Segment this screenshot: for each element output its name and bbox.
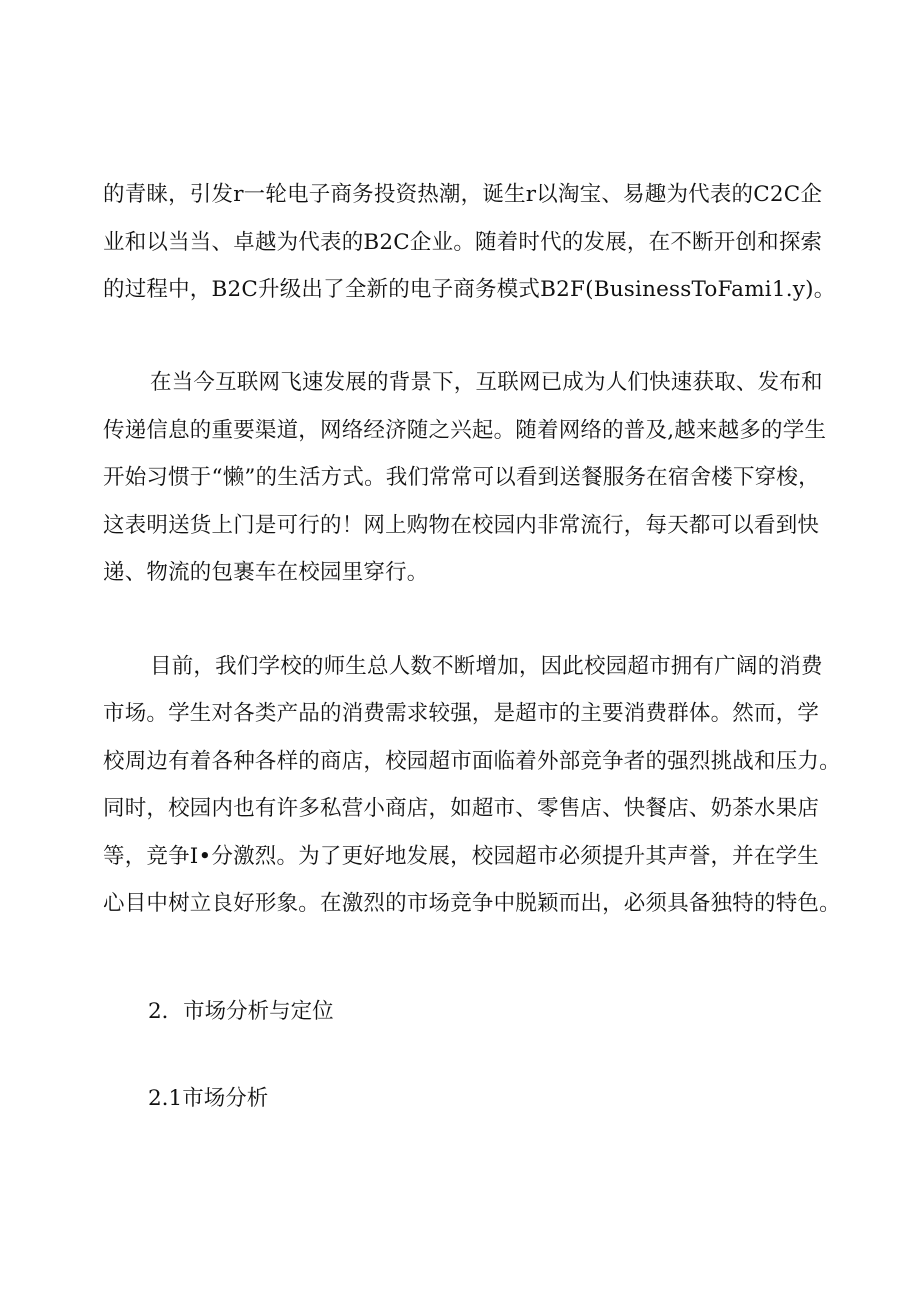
- paragraph-line: 的过程中，B2C升级出了全新的电子商务模式B2F(BusinessToFami1.y)。: [103, 277, 836, 302]
- subsection-heading: 2.1市场分析: [148, 1086, 269, 1111]
- paragraph-line: 目前，我们学校的师生总人数不断增加，因此校园超市拥有广阔的消费: [150, 654, 823, 679]
- paragraph-line: 在当今互联网飞速发展的背景下，互联网已成为人们快速获取、发布和: [150, 370, 823, 395]
- paragraph-line: 开始习惯于“懒”的生活方式。我们常常可以看到送餐服务在宿舍楼下穿梭，: [103, 465, 820, 490]
- section-heading: 2．市场分析与定位: [148, 999, 334, 1024]
- paragraph-line: 递、物流的包裹车在校园里穿行。: [103, 560, 429, 585]
- paragraph-line: 市场。学生对各类产品的消费需求较强，是超市的主要消费群体。然而，学: [103, 701, 820, 726]
- paragraph-line: 等，竞争I•分激烈。为了更好地发展，校园超市必须提升其声誉，并在学生: [103, 844, 819, 869]
- paragraph-line: 心目中树立良好形象。在激烈的市场竞争中脱颖而出，必须具备独特的特色。: [103, 891, 841, 916]
- paragraph-line: 业和以当当、卓越为代表的B2C企业。随着时代的发展，在不断开创和探索: [103, 230, 823, 255]
- paragraph-line: 校周边有着各种各样的商店，校园超市面临着外部竞争者的强烈挑战和压力。: [103, 749, 841, 774]
- paragraph-line: 同时，校园内也有许多私营小商店，如超市、零售店、快餐店、奶茶水果店: [103, 796, 820, 821]
- paragraph-line: 传递信息的重要渠道，网络经济随之兴起。随着网络的普及,越来越多的学生: [103, 418, 827, 443]
- paragraph-line: 这表明送货上门是可行的！网上购物在校园内非常流行，每天都可以看到快: [103, 513, 820, 538]
- paragraph-line: 的青睐，引发r一轮电子商务投资热潮，诞生r以淘宝、易趣为代表的C2C企: [103, 182, 823, 207]
